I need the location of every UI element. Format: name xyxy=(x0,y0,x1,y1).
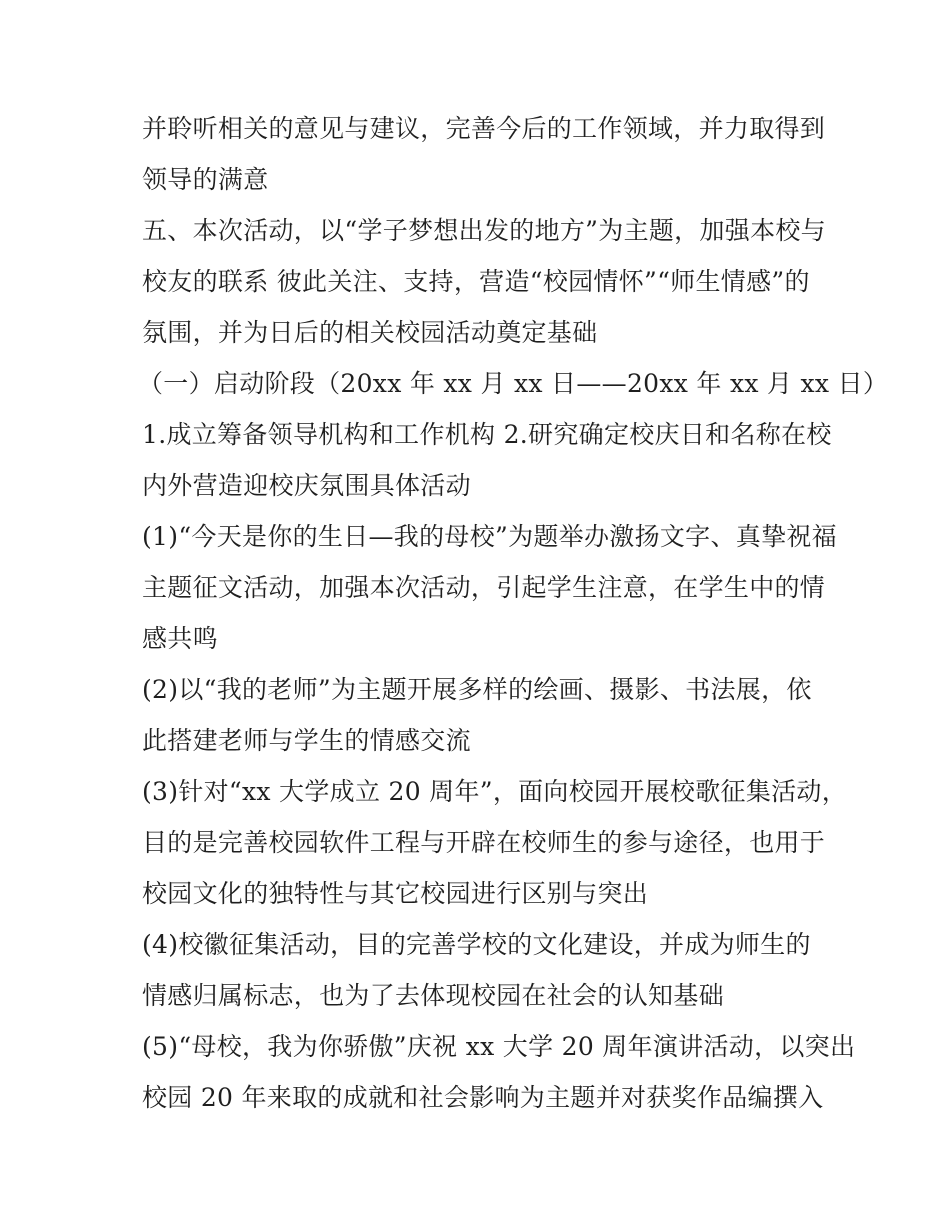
list-item-5: (5)“母校，我为你骄傲”庆祝 xx 大学 20 周年演讲活动，以突出 xyxy=(142,1032,856,1061)
document-body xyxy=(138,103,889,1123)
list-item-2: (2)以“我的老师”为主题开展多样的绘画、摄影、书法展，依 xyxy=(142,675,812,704)
list-item-1: (1)“今天是你的生日—我的母校”为题举办激扬文字、真挚祝福 xyxy=(142,522,837,551)
text-line: 领导的满意 xyxy=(142,165,269,194)
text-line: 感共鸣 xyxy=(142,624,218,653)
text-line: 校园文化的独特性与其它校园进行区别与突出 xyxy=(142,879,649,908)
text-line: 此搭建老师与学生的情感交流 xyxy=(142,726,471,755)
text-line: 目的是完善校园软件工程与开辟在校师生的参与途径，也用于 xyxy=(142,828,826,857)
text-line: 内外营造迎校庆氛围具体活动 xyxy=(142,471,471,500)
text-line: 主题征文活动，加强本次活动，引起学生注意，在学生中的情 xyxy=(142,573,826,602)
text-line: 氛围，并为日后的相关校园活动奠定基础 xyxy=(142,318,598,347)
text-line: 情感归属标志，也为了去体现校园在社会的认知基础 xyxy=(142,981,724,1010)
text-line: 校园 20 年来取的成就和社会影响为主题并对获奖作品编撰入 xyxy=(142,1083,824,1112)
list-item-4: (4)校徽征集活动，目的完善学校的文化建设，并成为师生的 xyxy=(142,930,811,959)
phase-heading: （一）启动阶段（20xx 年 xx 月 xx 日——20xx 年 xx 月 xx 日） xyxy=(138,369,889,398)
text-line: 并聆听相关的意见与建议，完善今后的工作领域，并力取得到 xyxy=(142,114,826,143)
text-line: 校友的联系 彼此关注、支持，营造“校园情怀”“师生情感”的 xyxy=(142,267,810,296)
text-line: 1.成立筹备领导机构和工作机构 2.研究确定校庆日和名称在校 xyxy=(142,420,832,449)
section-heading-five: 五、本次活动，以“学子梦想出发的地方”为主题，加强本校与 xyxy=(142,216,826,245)
list-item-3: (3)针对“xx 大学成立 20 周年”，面向校园开展校歌征集活动， xyxy=(142,777,848,806)
